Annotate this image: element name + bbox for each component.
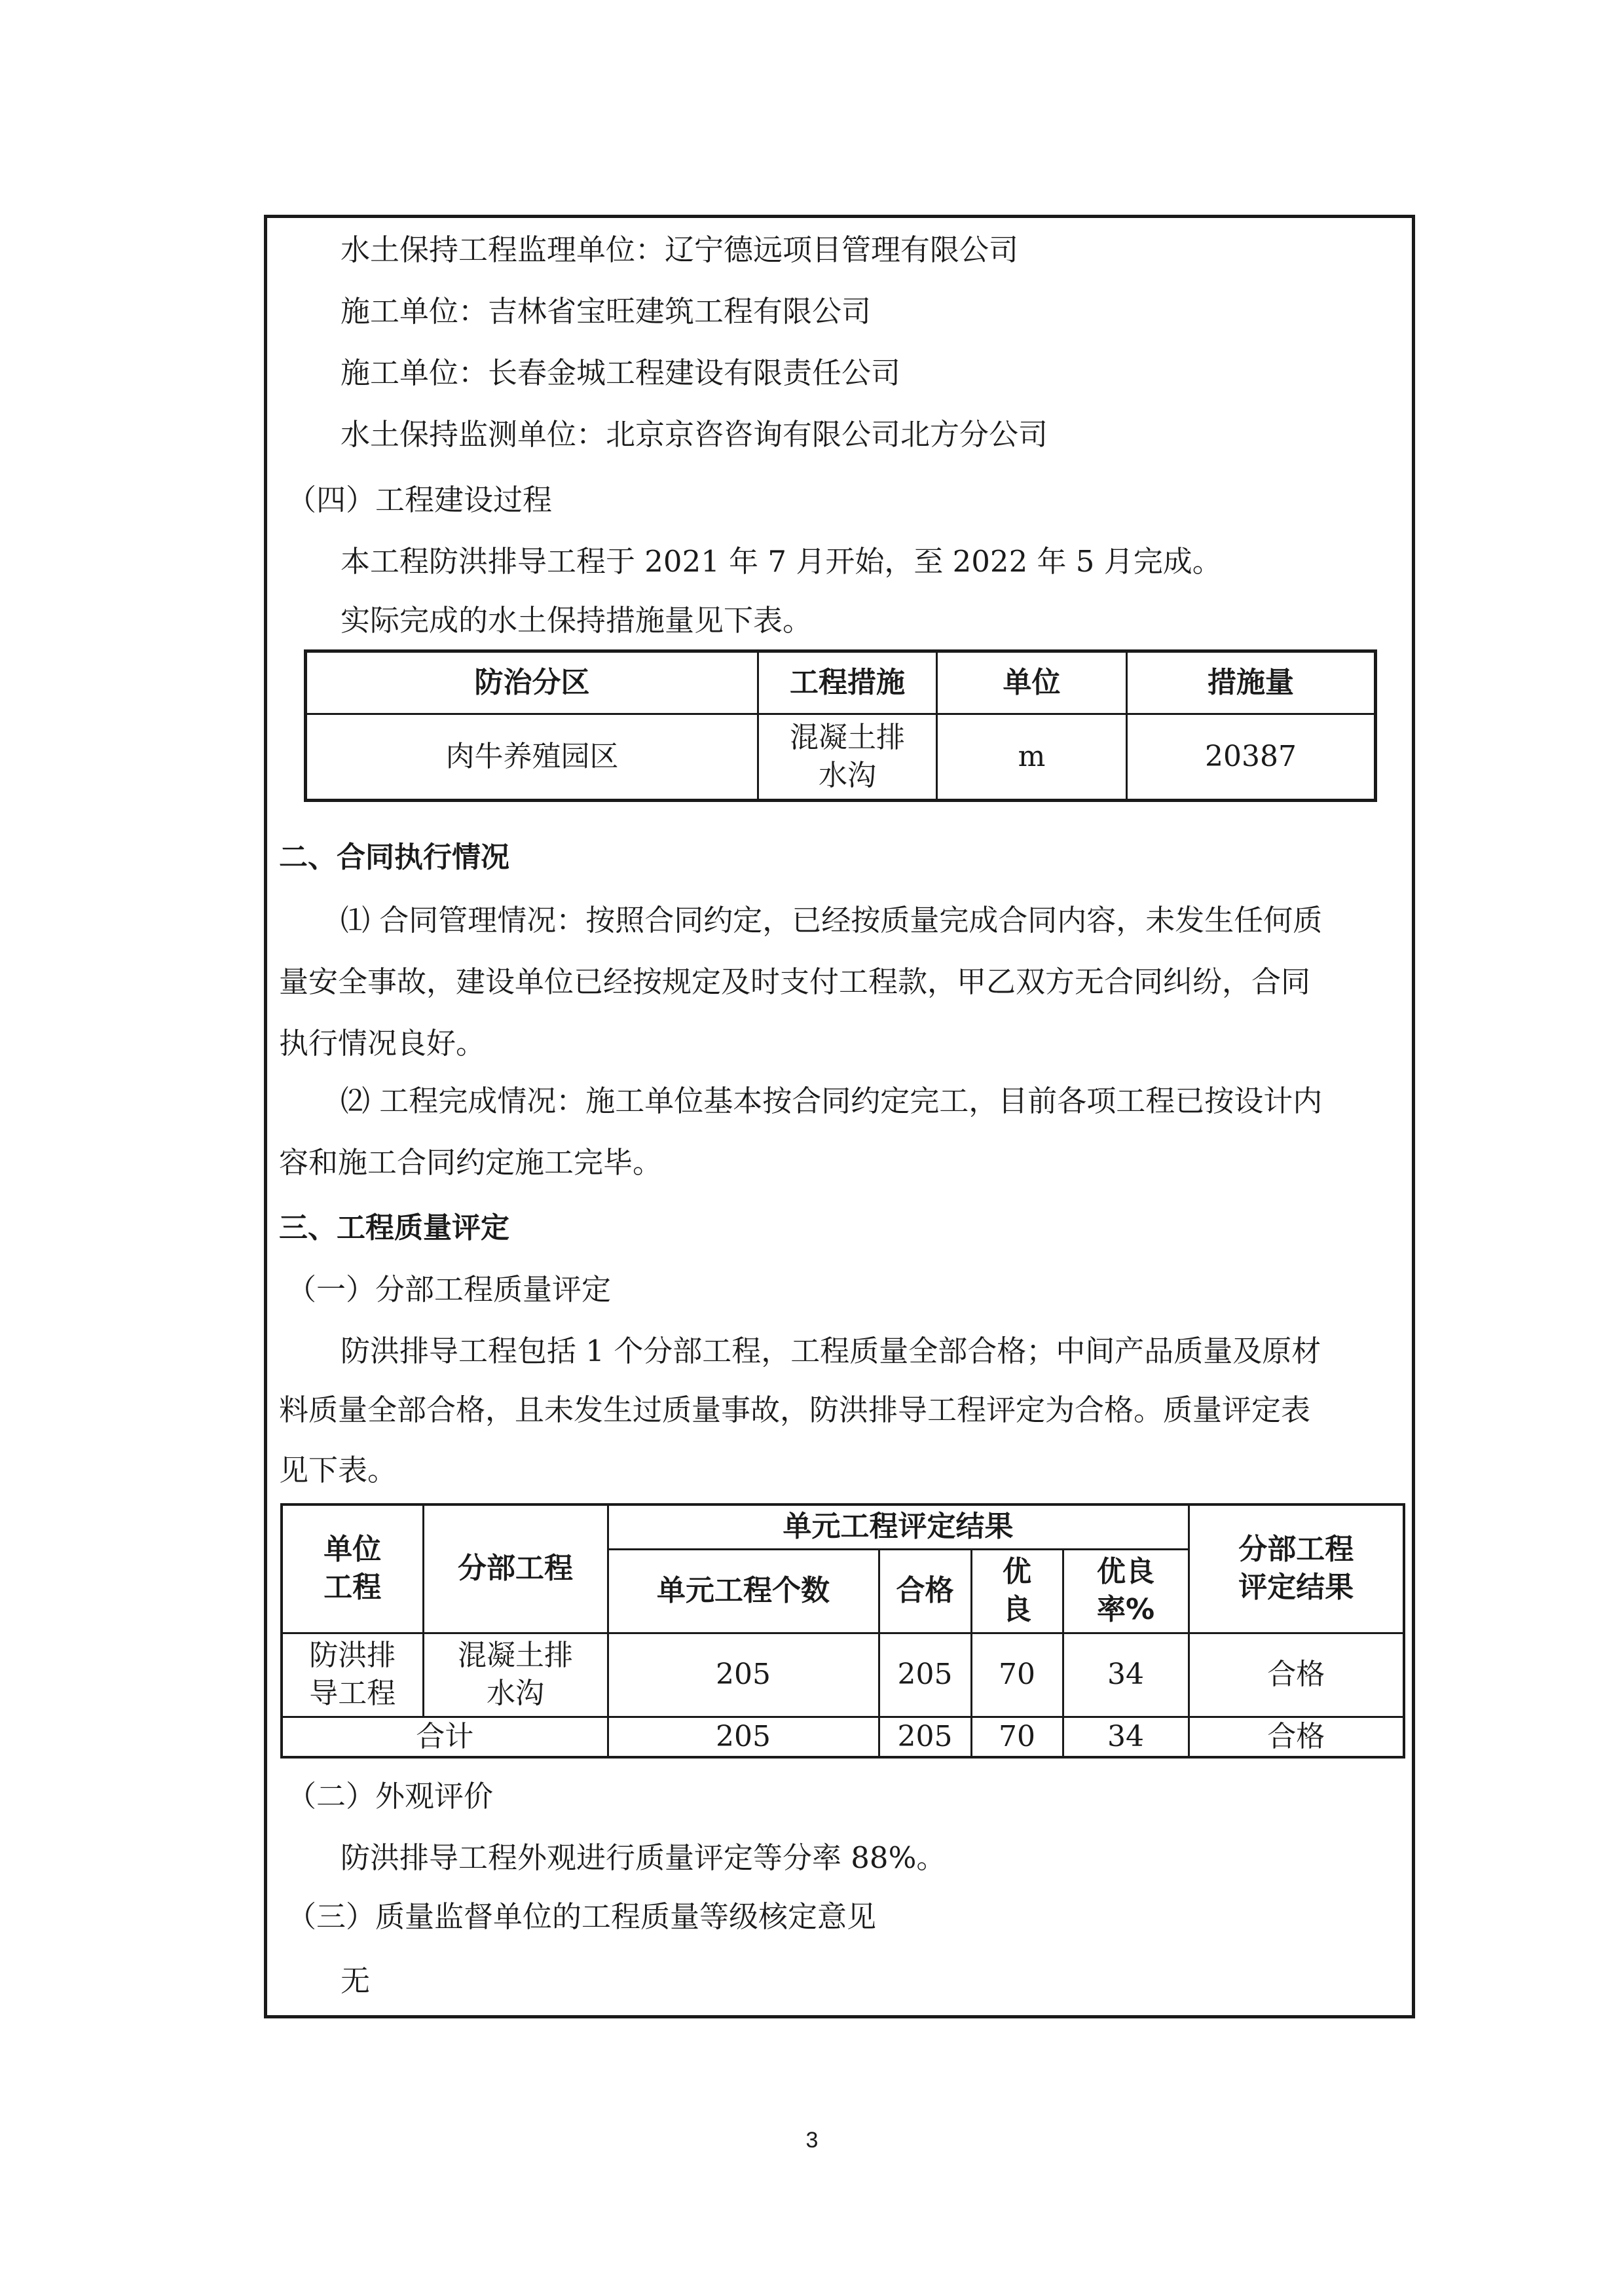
- cell-result: 合格: [1189, 1633, 1404, 1717]
- subheading-sub-project-rating: （一）分部工程质量评定: [287, 1272, 612, 1307]
- monitoring-unit-line: 水土保持监测单位：北京京咨咨询有限公司北方分公司: [341, 417, 1048, 452]
- quality-rating-table: [280, 1503, 1405, 1758]
- contractor-line-2: 施工单位：长春金城工程建设有限责任公司: [341, 355, 901, 390]
- cell-unit-count: 205: [608, 1633, 879, 1717]
- contractor-line-1: 施工单位：吉林省宝旺建筑工程有限公司: [341, 294, 872, 329]
- cell-excellent: 70: [971, 1633, 1063, 1717]
- cell-unit-project: 防洪排 导工程: [282, 1633, 423, 1717]
- header-excellent: 优 良: [971, 1549, 1063, 1633]
- table-total-row: [282, 1717, 1404, 1757]
- cell-total-result: 合格: [1189, 1717, 1404, 1757]
- contract-management-line-2: 量安全事故，建设单位已经按规定及时支付工程款，甲乙双方无合同纠纷，合同: [279, 964, 1311, 999]
- cell-amount: 20387: [1127, 714, 1376, 801]
- cell-total-pass: 205: [879, 1717, 971, 1757]
- header-excellent-rate: 优良 率%: [1063, 1549, 1189, 1633]
- table-row: [282, 1633, 1404, 1717]
- opinion-none: 无: [341, 1963, 371, 1998]
- rating-text-line-2: 料质量全部合格，且未发生过质量事故，防洪排导工程评定为合格。质量评定表: [279, 1393, 1311, 1427]
- completion-line-1: ⑵ 工程完成情况：施工单位基本按合同约定完工，目前各项工程已按设计内: [341, 1084, 1323, 1118]
- subheading-supervision-opinion: （三）质量监督单位的工程质量等级核定意见: [287, 1899, 877, 1934]
- rating-text-line-1: 防洪排导工程包括 1 个分部工程，工程质量全部合格；中间产品质量及原材: [341, 1334, 1321, 1368]
- cell-sub-project: 混凝土排 水沟: [423, 1633, 608, 1717]
- header-pass: 合格: [879, 1549, 971, 1633]
- header-unit: 单位: [937, 651, 1127, 714]
- completion-line-2: 容和施工合同约定施工完毕。: [279, 1145, 663, 1180]
- cell-zone: 肉牛养殖园区: [306, 714, 758, 801]
- header-unit-project: 单位 工程: [282, 1504, 423, 1633]
- cell-measure: 混凝土排 水沟: [758, 714, 937, 801]
- header-measure: 工程措施: [758, 651, 937, 714]
- header-amount: 措施量: [1127, 651, 1376, 714]
- section-3-heading: 三、工程质量评定: [279, 1211, 509, 1245]
- measures-table: [304, 649, 1377, 802]
- header-zone: 防治分区: [306, 651, 758, 714]
- subheading-appearance: （二）外观评价: [287, 1779, 494, 1813]
- subheading-construction-process: （四）工程建设过程: [287, 483, 553, 517]
- section-2-heading: 二、合同执行情况: [279, 841, 509, 874]
- contract-management-line-3: 执行情况良好。: [279, 1026, 486, 1061]
- cell-total-label: 合计: [282, 1717, 608, 1757]
- cell-unit: m: [937, 714, 1127, 801]
- cell-excellent-rate: 34: [1063, 1633, 1189, 1717]
- contract-management-line-1: ⑴ 合同管理情况：按照合同约定，已经按质量完成合同内容，未发生任何质: [341, 903, 1323, 938]
- supervision-unit-line: 水土保持工程监理单位：辽宁德远项目管理有限公司: [341, 232, 1019, 267]
- table-row: [306, 714, 1376, 801]
- header-sub-project-result: 分部工程 评定结果: [1189, 1504, 1404, 1633]
- cell-total-count: 205: [608, 1717, 879, 1757]
- rating-text-line-3: 见下表。: [279, 1453, 397, 1487]
- appearance-text: 防洪排导工程外观进行质量评定等分率 88%。: [341, 1840, 946, 1875]
- page-number: 3: [805, 2128, 819, 2153]
- header-unit-result-group: 单元工程评定结果: [608, 1504, 1189, 1549]
- cell-pass: 205: [879, 1633, 971, 1717]
- construction-period-line: 本工程防洪排导工程于 2021 年 7 月开始，至 2022 年 5 月完成。: [341, 544, 1222, 579]
- cell-total-excellent: 70: [971, 1717, 1063, 1757]
- header-sub-project: 分部工程: [423, 1504, 608, 1633]
- cell-total-rate: 34: [1063, 1717, 1189, 1757]
- header-unit-count: 单元工程个数: [608, 1549, 879, 1633]
- table-intro-line: 实际完成的水土保持措施量见下表。: [341, 603, 813, 638]
